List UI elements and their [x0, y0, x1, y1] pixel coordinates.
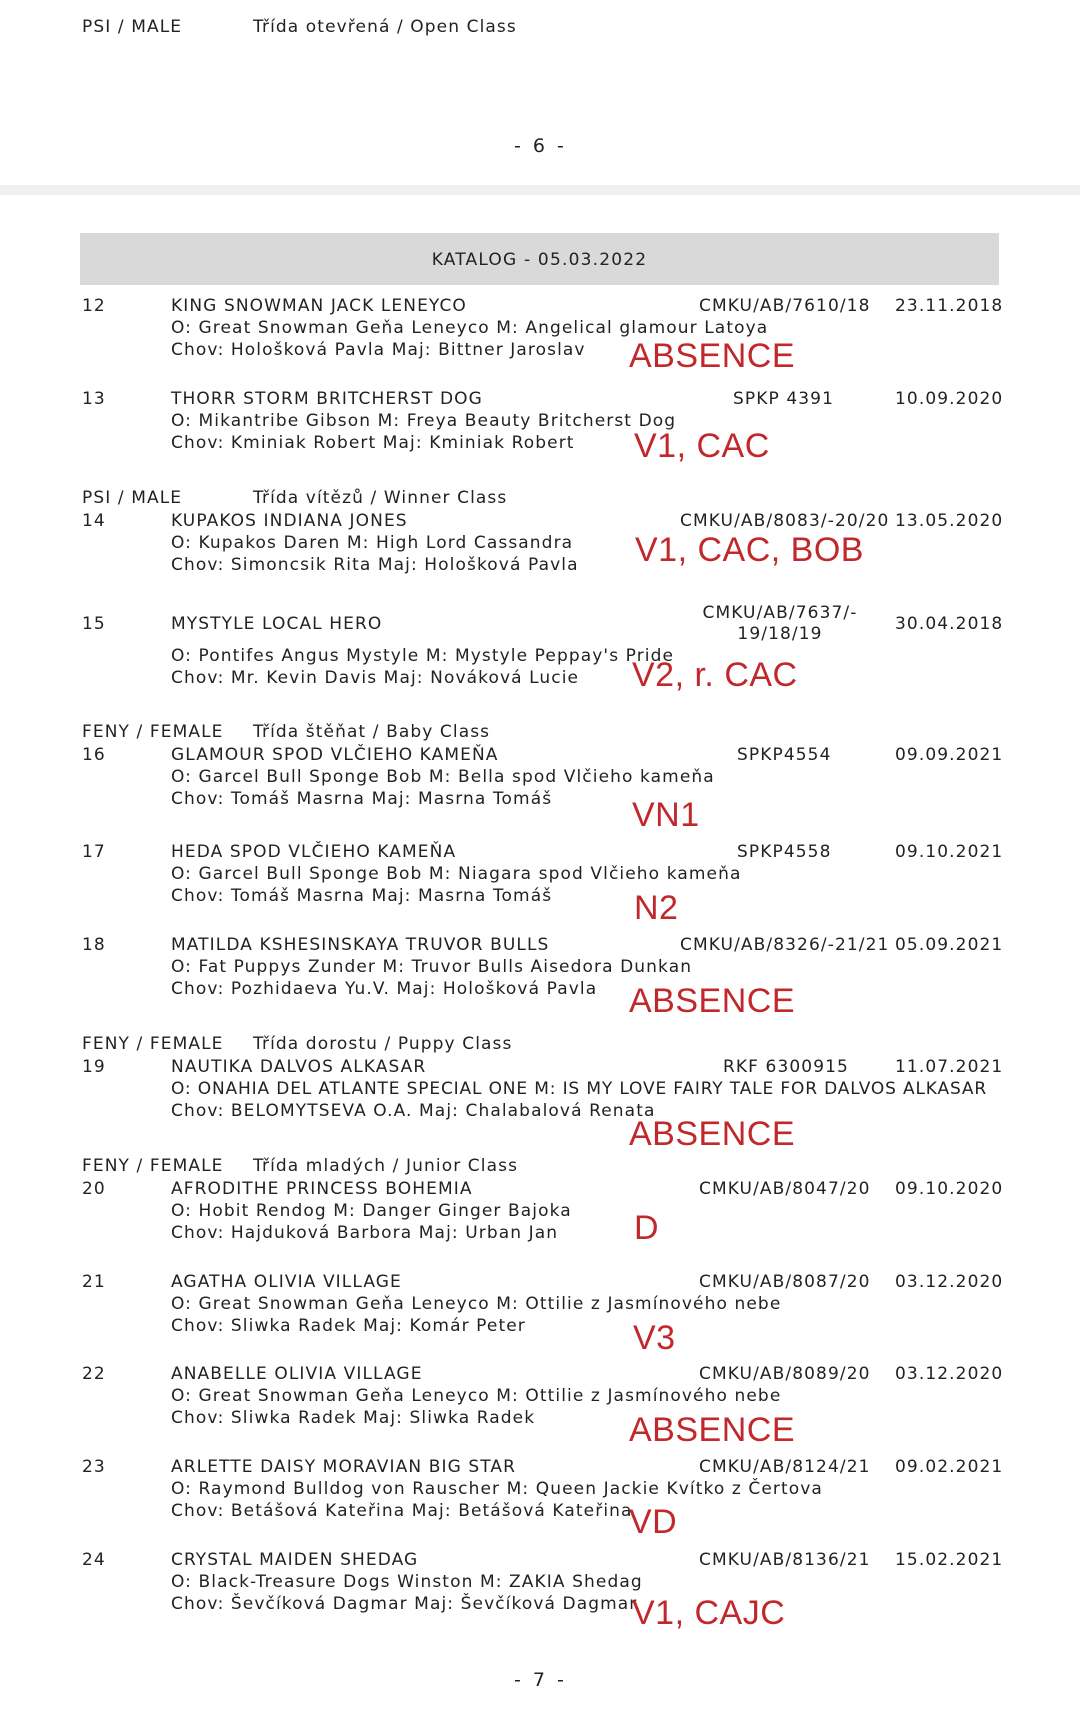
dog-name: THORR STORM BRITCHERST DOG — [171, 389, 483, 409]
result-mark: N2 — [634, 889, 679, 927]
registration-number: SPKP4558 — [737, 842, 832, 862]
parents: O: Great Snowman Geňa Leneyco M: Angelical glamour Latoya — [171, 318, 769, 338]
result-mark: ABSENCE — [629, 337, 795, 375]
entry-number: 22 — [82, 1364, 106, 1384]
registration-number: CMKU/AB/8124/21 — [699, 1457, 871, 1477]
dog-name: MYSTYLE LOCAL HERO — [171, 614, 383, 634]
prev-page-class-header: Třída otevřená / Open Class — [253, 17, 517, 37]
breeder-owner: Chov: Simoncsik Rita Maj: Hološková Pavla — [171, 555, 579, 575]
dog-name: ARLETTE DAISY MORAVIAN BIG STAR — [171, 1457, 517, 1477]
entry-number: 19 — [82, 1057, 106, 1077]
breeder-owner: Chov: Mr. Kevin Davis Maj: Nováková Lucie — [171, 668, 580, 688]
parents: O: Great Snowman Geňa Leneyco M: Ottilie z Jasmínového nebe — [171, 1294, 782, 1314]
parents: O: ONAHIA DEL ATLANTE SPECIAL ONE M: IS MY LOVE FAIRY TALE FOR DALVOS ALKASAR — [171, 1079, 988, 1099]
registration-number — [700, 603, 860, 645]
parents: O: Great Snowman Geňa Leneyco M: Ottilie z Jasmínového nebe — [171, 1386, 782, 1406]
breeder-owner: Chov: Pozhidaeva Yu.V. Maj: Hološková Pavla — [171, 979, 598, 999]
entry-number: 17 — [82, 842, 106, 862]
parents: O: Black-Treasure Dogs Winston M: ZAKIA Shedag — [171, 1572, 643, 1592]
entry-number: 14 — [82, 511, 106, 531]
registration-line-1: CMKU/AB/7637/- — [702, 603, 858, 623]
birth-date: 09.10.2020 — [895, 1179, 1004, 1199]
class-name-header: Třída dorostu / Puppy Class — [253, 1034, 513, 1054]
entry-number: 15 — [82, 614, 106, 634]
parents: O: Garcel Bull Sponge Bob M: Niagara spod Vlčieho kameňa — [171, 864, 742, 884]
dog-name: GLAMOUR SPOD VLČIEHO KAMEŇA — [171, 745, 499, 765]
parents: O: Hobit Rendog M: Danger Ginger Bajoka — [171, 1201, 572, 1221]
entry-number: 24 — [82, 1550, 106, 1570]
breeder-owner: Chov: Sliwka Radek Maj: Komár Peter — [171, 1316, 526, 1336]
birth-date: 30.04.2018 — [895, 614, 1004, 634]
dog-name: KUPAKOS INDIANA JONES — [171, 511, 408, 531]
registration-number: CMKU/AB/8087/20 — [699, 1272, 871, 1292]
breeder-owner: Chov: Kminiak Robert Maj: Kminiak Robert — [171, 433, 575, 453]
parents: O: Raymond Bulldog von Rauscher M: Queen Jackie Kvítko z Čertova — [171, 1479, 823, 1499]
birth-date: 13.05.2020 — [895, 511, 1004, 531]
dog-name: AFRODITHE PRINCESS BOHEMIA — [171, 1179, 473, 1199]
parents: O: Fat Puppys Zunder M: Truvor Bulls Aisedora Dunkan — [171, 957, 693, 977]
entry-number: 21 — [82, 1272, 106, 1292]
dog-name: HEDA SPOD VLČIEHO KAMEŇA — [171, 842, 457, 862]
entry-number: 12 — [82, 296, 106, 316]
dog-name: NAUTIKA DALVOS ALKASAR — [171, 1057, 427, 1077]
birth-date: 03.12.2020 — [895, 1364, 1004, 1384]
dog-name: CRYSTAL MAIDEN SHEDAG — [171, 1550, 419, 1570]
birth-date: 09.10.2021 — [895, 842, 1004, 862]
result-mark: V1, CAC, BOB — [635, 531, 864, 569]
dog-name: AGATHA OLIVIA VILLAGE — [171, 1272, 402, 1292]
entry-number: 23 — [82, 1457, 106, 1477]
breeder-owner: Chov: Tomáš Masrna Maj: Masrna Tomáš — [171, 886, 553, 906]
registration-line-2: 19/18/19 — [737, 624, 823, 644]
entry-number: 20 — [82, 1179, 106, 1199]
class-sex-header: FENY / FEMALE — [82, 1034, 224, 1054]
class-name-header: Třída štěňat / Baby Class — [253, 722, 491, 742]
prev-page-sex-header: PSI / MALE — [82, 17, 183, 37]
dog-name: ANABELLE OLIVIA VILLAGE — [171, 1364, 423, 1384]
entry-number: 18 — [82, 935, 106, 955]
birth-date: 09.09.2021 — [895, 745, 1004, 765]
result-mark: V2, r. CAC — [632, 656, 798, 694]
result-mark: D — [634, 1209, 660, 1247]
registration-number: CMKU/AB/8136/21 — [699, 1550, 871, 1570]
dog-name: MATILDA KSHESINSKAYA TRUVOR BULLS — [171, 935, 550, 955]
dog-name: KING SNOWMAN JACK LENEYCO — [171, 296, 467, 316]
birth-date: 03.12.2020 — [895, 1272, 1004, 1292]
registration-number: SPKP4554 — [737, 745, 832, 765]
result-mark: V1, CAJC — [632, 1594, 786, 1632]
catalog-header-band — [80, 233, 999, 285]
registration-number: SPKP 4391 — [733, 389, 835, 409]
registration-number: CMKU/AB/8047/20 — [699, 1179, 871, 1199]
result-mark: VN1 — [632, 796, 700, 834]
parents: O: Pontifes Angus Mystyle M: Mystyle Peppay's Pride — [171, 646, 675, 666]
class-sex-header: FENY / FEMALE — [82, 1156, 224, 1176]
result-mark: ABSENCE — [629, 1411, 795, 1449]
registration-number: CMKU/AB/8083/-20/20 — [680, 511, 890, 531]
birth-date: 23.11.2018 — [895, 296, 1004, 316]
registration-number: RKF 6300915 — [723, 1057, 849, 1077]
registration-number: CMKU/AB/8326/-21/21 — [680, 935, 890, 955]
result-mark: ABSENCE — [629, 982, 795, 1020]
registration-number: CMKU/AB/8089/20 — [699, 1364, 871, 1384]
parents: O: Mikantribe Gibson M: Freya Beauty Britcherst Dog — [171, 411, 677, 431]
page-number: - 7 - — [514, 1669, 567, 1691]
birth-date: 11.07.2021 — [895, 1057, 1004, 1077]
breeder-owner: Chov: Hajduková Barbora Maj: Urban Jan — [171, 1223, 559, 1243]
entry-number: 16 — [82, 745, 106, 765]
breeder-owner: Chov: Hološková Pavla Maj: Bittner Jaroslav — [171, 340, 586, 360]
page-separator — [0, 185, 1080, 195]
birth-date: 05.09.2021 — [895, 935, 1004, 955]
birth-date: 09.02.2021 — [895, 1457, 1004, 1477]
birth-date: 15.02.2021 — [895, 1550, 1004, 1570]
breeder-owner: Chov: BELOMYTSEVA O.A. Maj: Chalabalová Renata — [171, 1101, 656, 1121]
parents: O: Garcel Bull Sponge Bob M: Bella spod Vlčieho kameňa — [171, 767, 715, 787]
breeder-owner: Chov: Ševčíková Dagmar Maj: Ševčíková Dagmar — [171, 1594, 638, 1614]
class-sex-header: FENY / FEMALE — [82, 722, 224, 742]
entry-number: 13 — [82, 389, 106, 409]
result-mark: ABSENCE — [629, 1115, 795, 1153]
breeder-owner: Chov: Tomáš Masrna Maj: Masrna Tomáš — [171, 789, 553, 809]
registration-number: CMKU/AB/7610/18 — [699, 296, 871, 316]
class-sex-header: PSI / MALE — [82, 488, 183, 508]
result-mark: V1, CAC — [634, 427, 770, 465]
birth-date: 10.09.2020 — [895, 389, 1004, 409]
class-name-header: Třída vítězů / Winner Class — [253, 488, 508, 508]
breeder-owner: Chov: Betášová Kateřina Maj: Betášová Kateřina — [171, 1501, 633, 1521]
result-mark: VD — [629, 1503, 678, 1541]
prev-page-number: - 6 - — [514, 135, 567, 157]
result-mark: V3 — [633, 1319, 676, 1357]
class-name-header: Třída mladých / Junior Class — [253, 1156, 519, 1176]
breeder-owner: Chov: Sliwka Radek Maj: Sliwka Radek — [171, 1408, 536, 1428]
parents: O: Kupakos Daren M: High Lord Cassandra — [171, 533, 574, 553]
catalog-header-title: KATALOG - 05.03.2022 — [431, 250, 648, 270]
